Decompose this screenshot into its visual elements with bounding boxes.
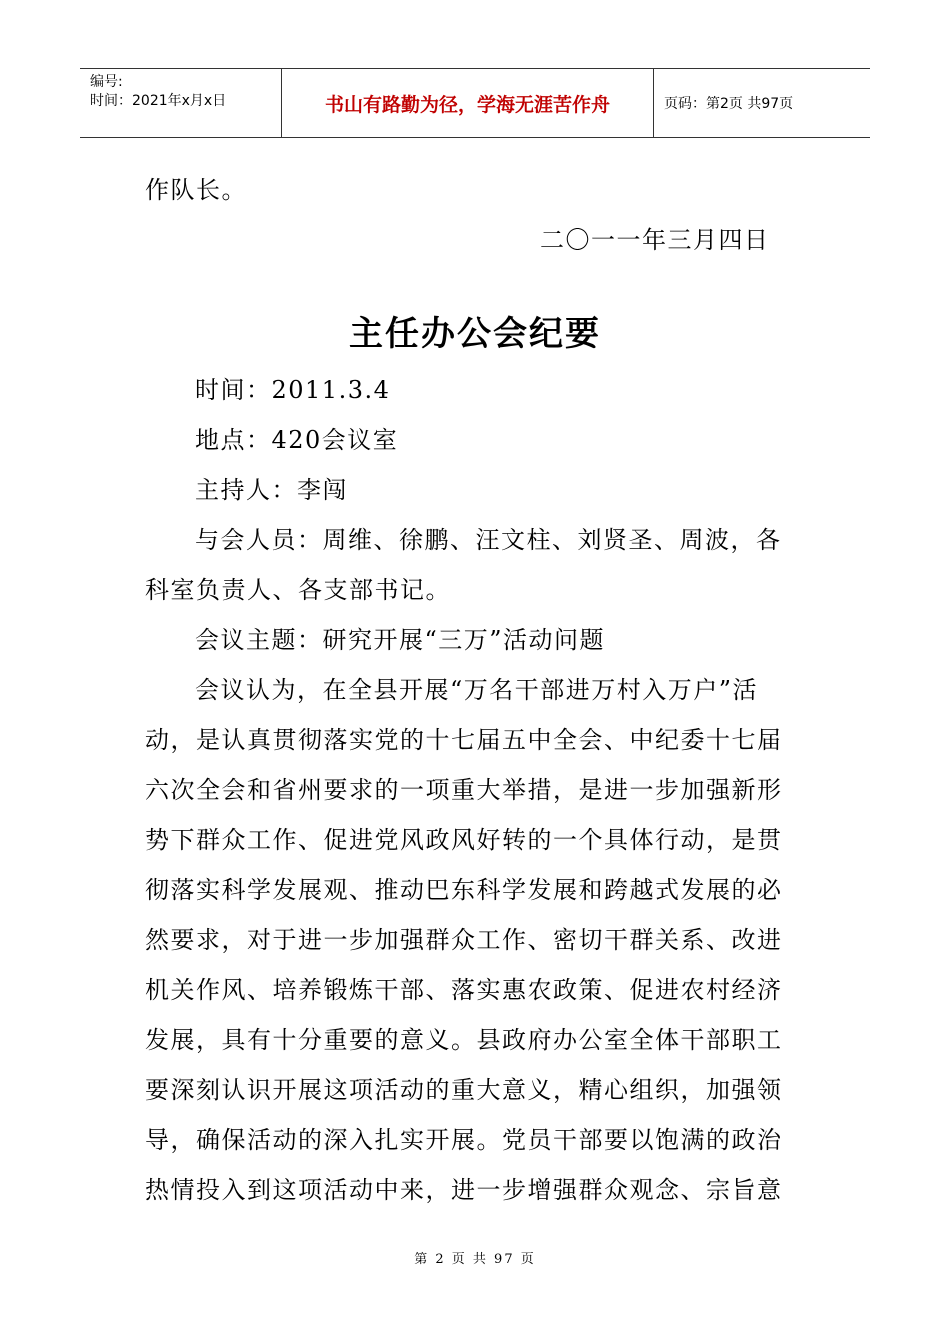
header-code-label: 编号: <box>90 74 123 90</box>
meeting-host: 主持人：李闯 <box>195 476 348 504</box>
header-page-info: 页码：第2页 共97页 <box>664 96 794 112</box>
meeting-topic: 会议主题：研究开展“三万”活动问题 <box>195 626 606 654</box>
body-text-line: 势下群众工作、促进党风政风好转的一个具体行动，是贯 <box>145 826 783 854</box>
document-title: 主任办公会纪要 <box>349 314 601 354</box>
date-line: 二〇一一年三月四日 <box>540 226 770 254</box>
body-text-line: 要深刻认识开展这项活动的重大意义，精心组织，加强领 <box>145 1076 783 1104</box>
header-meta <box>80 69 282 137</box>
header-time-label: 时间：2021年x月x日 <box>90 93 227 109</box>
page-header <box>80 68 870 138</box>
header-motto: 书山有路勤为径，学海无涯苦作舟 <box>282 69 654 137</box>
meeting-time: 时间：2011.3.4 <box>195 376 391 404</box>
continuation-line: 作队长。 <box>145 176 247 204</box>
meeting-attendees-cont: 科室负责人、各支部书记。 <box>145 576 451 604</box>
body-text-line: 会议认为，在全县开展“万名干部进万村入万户”活 <box>195 676 759 704</box>
body-text-line: 机关作风、培养锻炼干部、落实惠农政策、促进农村经济 <box>145 976 783 1004</box>
body-text-line: 六次全会和省州要求的一项重大举措，是进一步加强新形 <box>145 776 783 804</box>
meeting-location: 地点：420会议室 <box>195 426 399 454</box>
page-footer: 第 2 页 共 97 页 <box>414 1252 536 1267</box>
body-text-line: 彻落实科学发展观、推动巴东科学发展和跨越式发展的必 <box>145 876 783 904</box>
body-text-line: 发展，具有十分重要的意义。县政府办公室全体干部职工 <box>145 1026 783 1054</box>
meeting-attendees: 与会人员：周维、徐鹏、汪文柱、刘贤圣、周波，各 <box>195 526 782 554</box>
body-text-line: 然要求，对于进一步加强群众工作、密切干群关系、改进 <box>145 926 783 954</box>
body-text-line: 导，确保活动的深入扎实开展。党员干部要以饱满的政治 <box>145 1126 783 1154</box>
body-text-line: 动，是认真贯彻落实党的十七届五中全会、中纪委十七届 <box>145 726 783 754</box>
body-text-line: 热情投入到这项活动中来，进一步增强群众观念、宗旨意 <box>145 1176 783 1204</box>
